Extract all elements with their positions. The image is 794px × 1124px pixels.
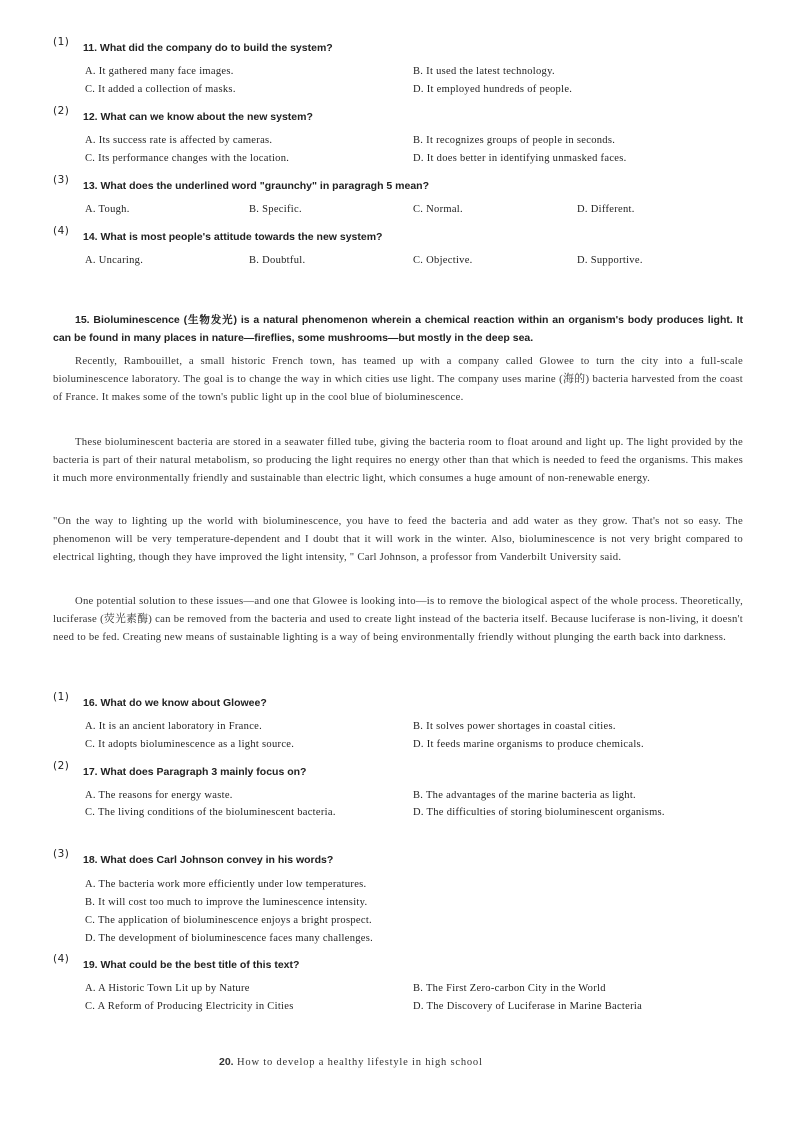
question-stem: 14. What is most people's attitude towards the new system?	[83, 231, 383, 243]
passage-paragraph-3: "On the way to lighting up the world with bioluminescence, you have to feed the bacteria and add water as they grow. That's not so easy. The phenomenon will be very temperature-dependent and I doubt that it will work in the winter. Also, bioluminescence is not very bright compared to electrical lighting, though they have improved the light intensity, " Carl Johnson, a professor from Vanderbilt University said.	[53, 515, 743, 563]
option-c: C. It added a collection of masks.	[85, 84, 236, 95]
question-marker: (4)	[53, 225, 70, 237]
option-b: B. It recognizes groups of people in seconds.	[413, 135, 616, 146]
question-marker: (3)	[53, 174, 70, 186]
option-c: C. It adopts bioluminescence as a light source.	[85, 739, 295, 750]
option-c: C. Its performance changes with the location.	[85, 153, 290, 164]
next-passage-title: How to develop a healthy lifestyle in high school	[237, 1057, 483, 1068]
option-d: D. The development of bioluminescence faces many challenges.	[85, 933, 374, 944]
option-a: A. The bacteria work more efficiently under low temperatures.	[85, 879, 367, 890]
option-a: A. It gathered many face images.	[85, 66, 234, 77]
question-stem: 19. What could be the best title of this text?	[83, 959, 300, 971]
option-a: A. Uncaring.	[85, 255, 144, 266]
next-passage-number: 20.	[219, 1056, 234, 1068]
option-d: D. The difficulties of storing bioluminescent organisms.	[413, 807, 665, 818]
option-a: A. The reasons for energy waste.	[85, 790, 233, 801]
option-d: D. It feeds marine organisms to produce chemicals.	[413, 739, 644, 750]
option-c: C. The application of bioluminescence enjoys a bright prospect.	[85, 915, 372, 926]
question-stem: 13. What does the underlined word "graunchy" in paragragh 5 mean?	[83, 180, 430, 192]
option-b: B. It used the latest technology.	[413, 66, 555, 77]
question-marker: (1)	[53, 36, 70, 48]
question-stem: 17. What does Paragraph 3 mainly focus on?	[83, 766, 307, 778]
question-stem: 11. What did the company do to build the system?	[83, 42, 333, 54]
option-b: B. It will cost too much to improve the luminescence intensity.	[85, 897, 368, 908]
option-b: B. The advantages of the marine bacteria as light.	[413, 790, 636, 801]
option-a: A. Its success rate is affected by cameras.	[85, 135, 273, 146]
option-c: C. Normal.	[413, 204, 463, 215]
question-stem: 16. What do we know about Glowee?	[83, 697, 267, 709]
passage-paragraph-4: One potential solution to these issues—and one that Glowee is looking into—is to remove the biological aspect of the whole process. Theoretically, luciferase (荧光素酶) can be removed from the bacteria and used to create light instead of the bacteria itself. Because luciferase is non-living, it doesn't need to be fed. Creating new means of sustainable lighting is a way of being environmentally friendly without plunging the earth back into darkness.	[53, 595, 743, 643]
option-a: A. It is an ancient laboratory in France.	[85, 721, 263, 732]
option-c: C. A Reform of Producing Electricity in Cities	[85, 1001, 294, 1012]
options	[85, 876, 755, 948]
next-passage-heading	[219, 1056, 483, 1068]
question-marker: (3)	[53, 848, 70, 860]
passage-paragraph-1: Recently, Rambouillet, a small historic French town, has teamed up with a company called Glowee to turn the city into a full-scale bioluminescence laboratory. The goal is to change the way in which cities use light. The company uses marine (海的) bacteria harvested from the coast of France. It makes some of the town's public light up in the cool blue of bioluminescence.	[53, 355, 743, 403]
options	[85, 719, 755, 753]
option-d: D. The Discovery of Luciferase in Marine Bacteria	[413, 1001, 643, 1012]
option-c: C. The living conditions of the bioluminescent bacteria.	[85, 807, 336, 818]
option-d: D. Supportive.	[577, 255, 643, 266]
options	[85, 788, 755, 822]
option-b: B. It solves power shortages in coastal cities.	[413, 721, 616, 732]
options	[85, 133, 755, 167]
options	[85, 253, 755, 269]
option-d: D. It employed hundreds of people.	[413, 84, 573, 95]
option-b: B. Specific.	[249, 204, 302, 215]
question-marker: (2)	[53, 105, 70, 117]
option-b: B. Doubtful.	[249, 255, 306, 266]
options	[85, 64, 755, 98]
option-a: A. A Historic Town Lit up by Nature	[85, 983, 250, 994]
option-d: D. Different.	[577, 204, 635, 215]
passage-paragraph-2: These bioluminescent bacteria are stored in a seawater filled tube, giving the bacteria room to float around and light up. The light provided by the bacteria is part of their natural metabolism, so producing the light requires no energy other than that which is needed to feed the organisms. This makes it much more environmentally friendly and sustainable than electric light, which consumes a huge amount of non-renewable energy.	[53, 436, 743, 484]
question-marker: (4)	[53, 953, 70, 965]
options	[85, 981, 755, 1015]
question-marker: (2)	[53, 760, 70, 772]
option-a: A. Tough.	[85, 204, 130, 215]
question-stem: 12. What can we know about the new system?	[83, 111, 313, 123]
question-marker: (1)	[53, 691, 70, 703]
question-stem: 18. What does Carl Johnson convey in his words?	[83, 854, 334, 866]
option-c: C. Objective.	[413, 255, 473, 266]
option-b: B. The First Zero-carbon City in the World	[413, 983, 606, 994]
passage-intro: 15. Bioluminescence (生物发光) is a natural phenomenon wherein a chemical reaction within an organism's body produces light. It can be found in many places in nature—fireflies, some mushrooms—but mostly in the deep sea.	[53, 314, 743, 344]
options	[85, 202, 755, 218]
option-d: D. It does better in identifying unmasked faces.	[413, 153, 627, 164]
